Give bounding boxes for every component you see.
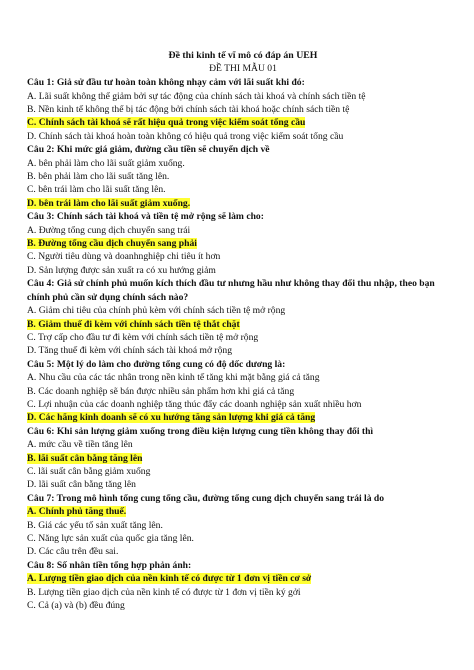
q8-option-b: B. Lượng tiền giao dịch của nền kinh tế có được từ 1 đơn vị tiền ký gởi — [27, 586, 301, 598]
q2-option-d-correct: D. bên trái làm cho lãi suất giảm xuống. — [27, 197, 191, 209]
q3-option-a: A. Đường tổng cung dịch chuyển sang trái — [27, 224, 191, 236]
q5-option-d-correct: D. Các hãng kinh doanh sẽ có xu hướng tăng sản lượng khi giá cả tăng — [27, 412, 316, 424]
q3-option-d: D. Sản lượng được sản xuất ra có xu hướng giảm — [27, 264, 216, 276]
question-7: Câu 7: Trong mô hình tổng cung tổng cầu, đường tổng cung dịch chuyển sang trái là do — [27, 492, 385, 504]
q3-option-c: C. Người tiêu dùng và doanhnghiệp chi tiêu ít hơn — [27, 251, 221, 263]
question-1: Câu 1: Giả sử đầu tư hoàn toàn không nhạy cảm với lãi suất khi đó: — [27, 77, 305, 89]
question-2: Câu 2: Khi mức giá giảm, đường cầu tiền sẽ chuyển dịch về — [27, 144, 270, 156]
q1-option-c-correct: C. Chính sách tài khoá sẽ rất hiệu quả trong việc kiểm soát tổng cầu — [27, 117, 306, 129]
q7-option-c: C. Năng lực sản xuất của quốc gia tăng lên. — [27, 533, 194, 544]
q8-option-a-correct: A. Lượng tiền giao dịch của nền kinh tế có được từ 1 đơn vị tiền cơ sở — [27, 573, 312, 585]
question-5: Câu 5: Một lý do làm cho đường tổng cung có độ dốc dương là: — [27, 358, 286, 370]
q6-option-d: D. lãi suất cân bằng tăng lên — [27, 479, 136, 491]
q4-option-b-correct: B. Giảm thuế đi kèm với chính sách tiền tệ thắt chặt — [27, 318, 240, 330]
q1-option-b: B. Nền kinh tế không thể bị tác động bởi chính sách tài khoá hoặc chính sách tiền tệ — [27, 104, 350, 115]
q1-option-a: A. Lãi suất không thể giảm bởi sự tác động của chính sách tài khoá và chính sách tiền tệ — [27, 90, 366, 102]
document-subtitle: ĐỀ THI MẪU 01 — [209, 62, 277, 74]
question-4: Câu 4: Giả sử chính phủ muốn kích thích đầu tư nhưng hầu như không thay đổi thu nhập, theo bạn chính phủ cần sử dụng chính sách nào? — [27, 278, 435, 303]
q5-option-b: B. Các doanh nghiệp sẽ bán được nhiều sản phẩm hơn khi giá cả tăng — [27, 385, 295, 397]
q5-option-a: A. Nhu cầu của các tác nhân trong nền kinh tế tăng khi mặt bằng giá cả tăng — [27, 372, 320, 384]
document-content — [27, 50, 459, 612]
q4-option-c: C. Trợ cấp cho đầu tư đi kèm với chính sách tiền tệ mở rộng — [27, 331, 259, 343]
q6-option-b-correct: B. lãi suất cân bằng tăng lên — [27, 452, 143, 464]
question-8: Câu 8: Số nhân tiền tổng hợp phản ánh: — [27, 559, 192, 571]
q7-option-b: B. Giá các yếu tố sản xuất tăng lên. — [27, 519, 163, 531]
q6-option-a: A. mức cầu về tiền tăng lên — [27, 439, 133, 451]
q2-option-c: C. bên trái làm cho lãi suất tăng lên. — [27, 184, 166, 196]
q7-option-d: D. Các câu trên đều sai. — [27, 546, 119, 558]
q7-option-a-correct: A. Chính phủ tăng thuế. — [27, 506, 127, 518]
question-3: Câu 3: Chính sách tài khoá và tiền tệ mở rộng sẽ làm cho: — [27, 211, 264, 223]
q4-option-d: D. Tăng thuế đi kèm với chính sách tài khoá mở rộng — [27, 345, 233, 357]
q3-option-b-correct: B. Đường tổng cầu dịch chuyển sang phải — [27, 238, 197, 250]
document-title: Đề thi kinh tế vĩ mô có đáp án UEH — [168, 50, 318, 61]
question-6: Câu 6: Khi sản lượng giảm xuống trong điều kiện lượng cung tiền không thay đổi thì — [27, 425, 374, 437]
q2-option-b: B. bên phải làm cho lãi suất tăng lên. — [27, 171, 170, 183]
q1-option-d: D. Chính sách tài khoá hoàn toàn không có hiệu quả trong việc kiểm soát tổng cầu — [27, 130, 344, 142]
q5-option-c: C. Lợi nhuận của các doanh nghiệp tăng thúc đẩy các doanh nghiệp sản xuất nhiều hơn — [27, 398, 362, 410]
q4-option-a: A. Giảm chi tiêu của chính phủ kèm với chính sách tiền tệ mở rộng — [27, 305, 286, 317]
q6-option-c: C. lãi suất cân bằng giảm xuống — [27, 465, 151, 477]
q8-option-c: C. Cả (a) và (b) đều đúng — [27, 600, 125, 612]
q2-option-a: A. bên phải làm cho lãi suất giảm xuống. — [27, 157, 185, 169]
